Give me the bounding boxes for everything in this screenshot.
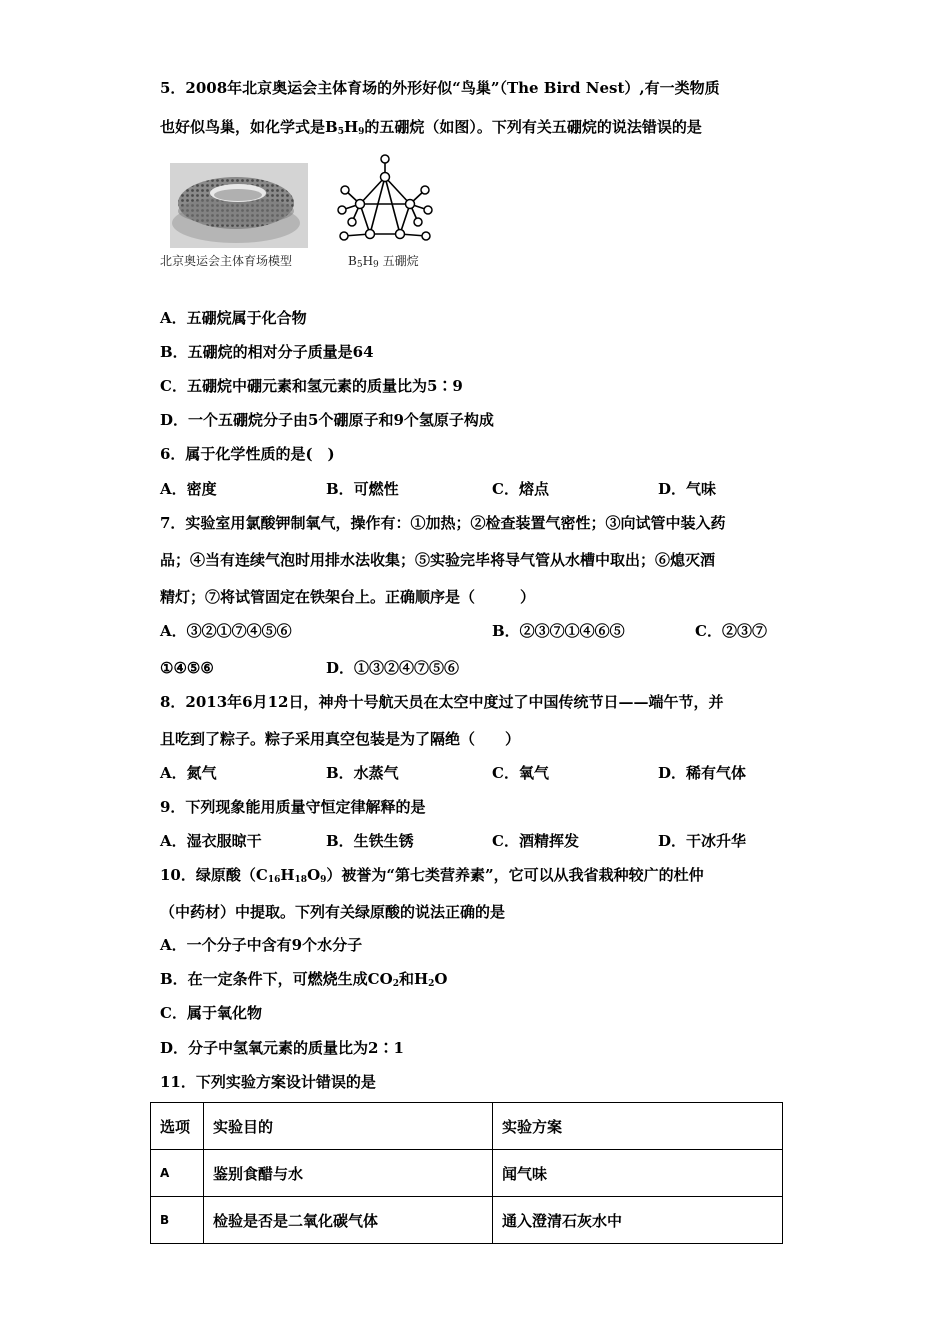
q5-option-c[interactable]: C．五硼烷中硼元素和氢元素的质量比为5∶9: [160, 377, 463, 395]
q8-option-b[interactable]: B．水蒸气: [326, 764, 399, 782]
molecule-caption-h-sub: 9: [373, 260, 379, 270]
q5-formula-h-sub: 9: [358, 127, 365, 137]
q10-o: O: [307, 866, 321, 884]
q8-option-d[interactable]: D．稀有气体: [658, 764, 747, 782]
molecule-caption-h: H: [362, 254, 374, 268]
q10-option-c[interactable]: C．属于氧化物: [160, 1004, 262, 1022]
q10-c-sub: 16: [267, 875, 281, 885]
q10-stem-post: ）被誉为“第七类营养素”，它可以从我省栽种较广的杜仲: [326, 866, 704, 884]
header-option: 选项: [151, 1103, 204, 1150]
molecule-caption-b: B: [348, 254, 357, 268]
header-purpose: 实验目的: [204, 1103, 493, 1150]
q10-option-b[interactable]: [160, 969, 447, 994]
q5-option-b[interactable]: B．五硼烷的相对分子质量是64: [160, 343, 374, 361]
q7-option-c[interactable]: C．②③⑦: [695, 622, 767, 640]
row-b-option: B: [151, 1197, 204, 1244]
q5-stem-line2-post: 的五硼烷（如图）。下列有关五硼烷的说法错误的是: [364, 118, 702, 136]
q9-option-a[interactable]: A．湿衣服晾干: [160, 832, 262, 850]
q10-option-b-sub2: 2: [428, 979, 435, 989]
q5-formula-b-sub: 5: [337, 127, 344, 137]
q5-option-a[interactable]: A．五硼烷属于化合物: [160, 309, 307, 327]
q8-option-a[interactable]: A．氮气: [160, 764, 217, 782]
q5-stem-line1: 5．2008年北京奥运会主体育场的外形好似“鸟巢”（The Bird Nest）,有一类物质: [160, 79, 720, 97]
table-row: [151, 1197, 783, 1244]
row-a-plan: 闻气味: [493, 1150, 783, 1197]
molecule-caption: [348, 252, 419, 270]
photo-caption: 北京奥运会主体育场模型: [160, 254, 293, 268]
q10-h: H: [280, 866, 295, 884]
q10-option-b-sub1: 2: [392, 979, 399, 989]
q6-stem: 6．属于化学性质的是( ): [160, 445, 335, 463]
q10-option-b-mid: 和H: [398, 970, 429, 988]
row-a-option: A: [151, 1150, 204, 1197]
q5-stem-line2: [160, 117, 702, 142]
q8-stem-line2: 且吃到了粽子。粽子采用真空包装是为了隔绝（ ）: [160, 730, 521, 748]
q9-stem: 9．下列现象能用质量守恒定律解释的是: [160, 798, 426, 816]
molecule-caption-name: 五硼烷: [378, 254, 419, 268]
q7-option-b[interactable]: B．②③⑦①④⑥⑤: [492, 622, 625, 640]
q7-stem-line1: 7．实验室用氯酸钾制氧气，操作有：①加热；②检查装置气密性；③向试管中装入药: [160, 514, 726, 532]
q5-formula-b: B: [325, 118, 338, 136]
q5-formula-h: H: [343, 118, 359, 136]
q10-stem-line1: [160, 865, 704, 890]
q6-option-a[interactable]: A．密度: [160, 480, 217, 498]
q11-table: [150, 1102, 783, 1244]
q5-stem-line2-pre: 也好似鸟巢，如化学式是: [160, 118, 326, 136]
table-row: [151, 1150, 783, 1197]
q10-o-sub: 9: [320, 875, 327, 885]
q10-stem-line2: （中药材）中提取。下列有关绿原酸的说法正确的是: [160, 903, 506, 921]
q7-option-c-cont[interactable]: ①④⑤⑥: [160, 659, 214, 677]
q7-stem-line2: 品；④当有连续气泡时用排水法收集；⑤实验完毕将导气管从水槽中取出；⑥熄灭酒: [160, 551, 716, 569]
q8-option-c[interactable]: C．氧气: [492, 764, 549, 782]
q10-option-a[interactable]: A．一个分子中含有9个水分子: [160, 936, 363, 954]
q6-option-c[interactable]: C．熔点: [492, 480, 549, 498]
q9-option-b[interactable]: B．生铁生锈: [326, 832, 414, 850]
row-b-purpose: 检验是否是二氧化碳气体: [204, 1197, 493, 1244]
header-plan: 实验方案: [493, 1103, 783, 1150]
q10-option-b-pre: B．在一定条件下，可燃烧生成CO: [160, 970, 393, 988]
q11-stem: 11．下列实验方案设计错误的是: [160, 1073, 376, 1091]
q10-option-b-post: O: [434, 970, 448, 988]
q8-stem-line1: 8．2013年6月12日，神舟十号航天员在太空中度过了中国传统节日——端午节，并: [160, 693, 724, 711]
q5-option-d[interactable]: D．一个五硼烷分子由5个硼原子和9个氢原子构成: [160, 411, 494, 429]
q10-stem-pre: 10．绿原酸（C: [160, 866, 268, 884]
table-header-row: [151, 1103, 783, 1150]
q7-option-a[interactable]: A．③②①⑦④⑤⑥: [160, 622, 292, 640]
bird-nest-stadium-photo: [170, 163, 308, 248]
molecule-caption-b-sub: 5: [356, 260, 363, 270]
q9-option-d[interactable]: D．干冰升华: [658, 832, 747, 850]
q7-stem-line3: 精灯；⑦将试管固定在铁架台上。正确顺序是（ ）: [160, 588, 536, 606]
q10-option-d[interactable]: D．分子中氢氧元素的质量比为2∶1: [160, 1039, 404, 1057]
q6-option-b[interactable]: B．可燃性: [326, 480, 399, 498]
q9-option-c[interactable]: C．酒精挥发: [492, 832, 579, 850]
b5h9-molecule-diagram: [330, 152, 440, 248]
row-b-plan: 通入澄清石灰水中: [493, 1197, 783, 1244]
q6-option-d[interactable]: D．气味: [658, 480, 717, 498]
q10-h-sub: 18: [294, 875, 308, 885]
row-a-purpose: 鉴别食醋与水: [204, 1150, 493, 1197]
q7-option-d[interactable]: D．①③②④⑦⑤⑥: [326, 659, 460, 677]
